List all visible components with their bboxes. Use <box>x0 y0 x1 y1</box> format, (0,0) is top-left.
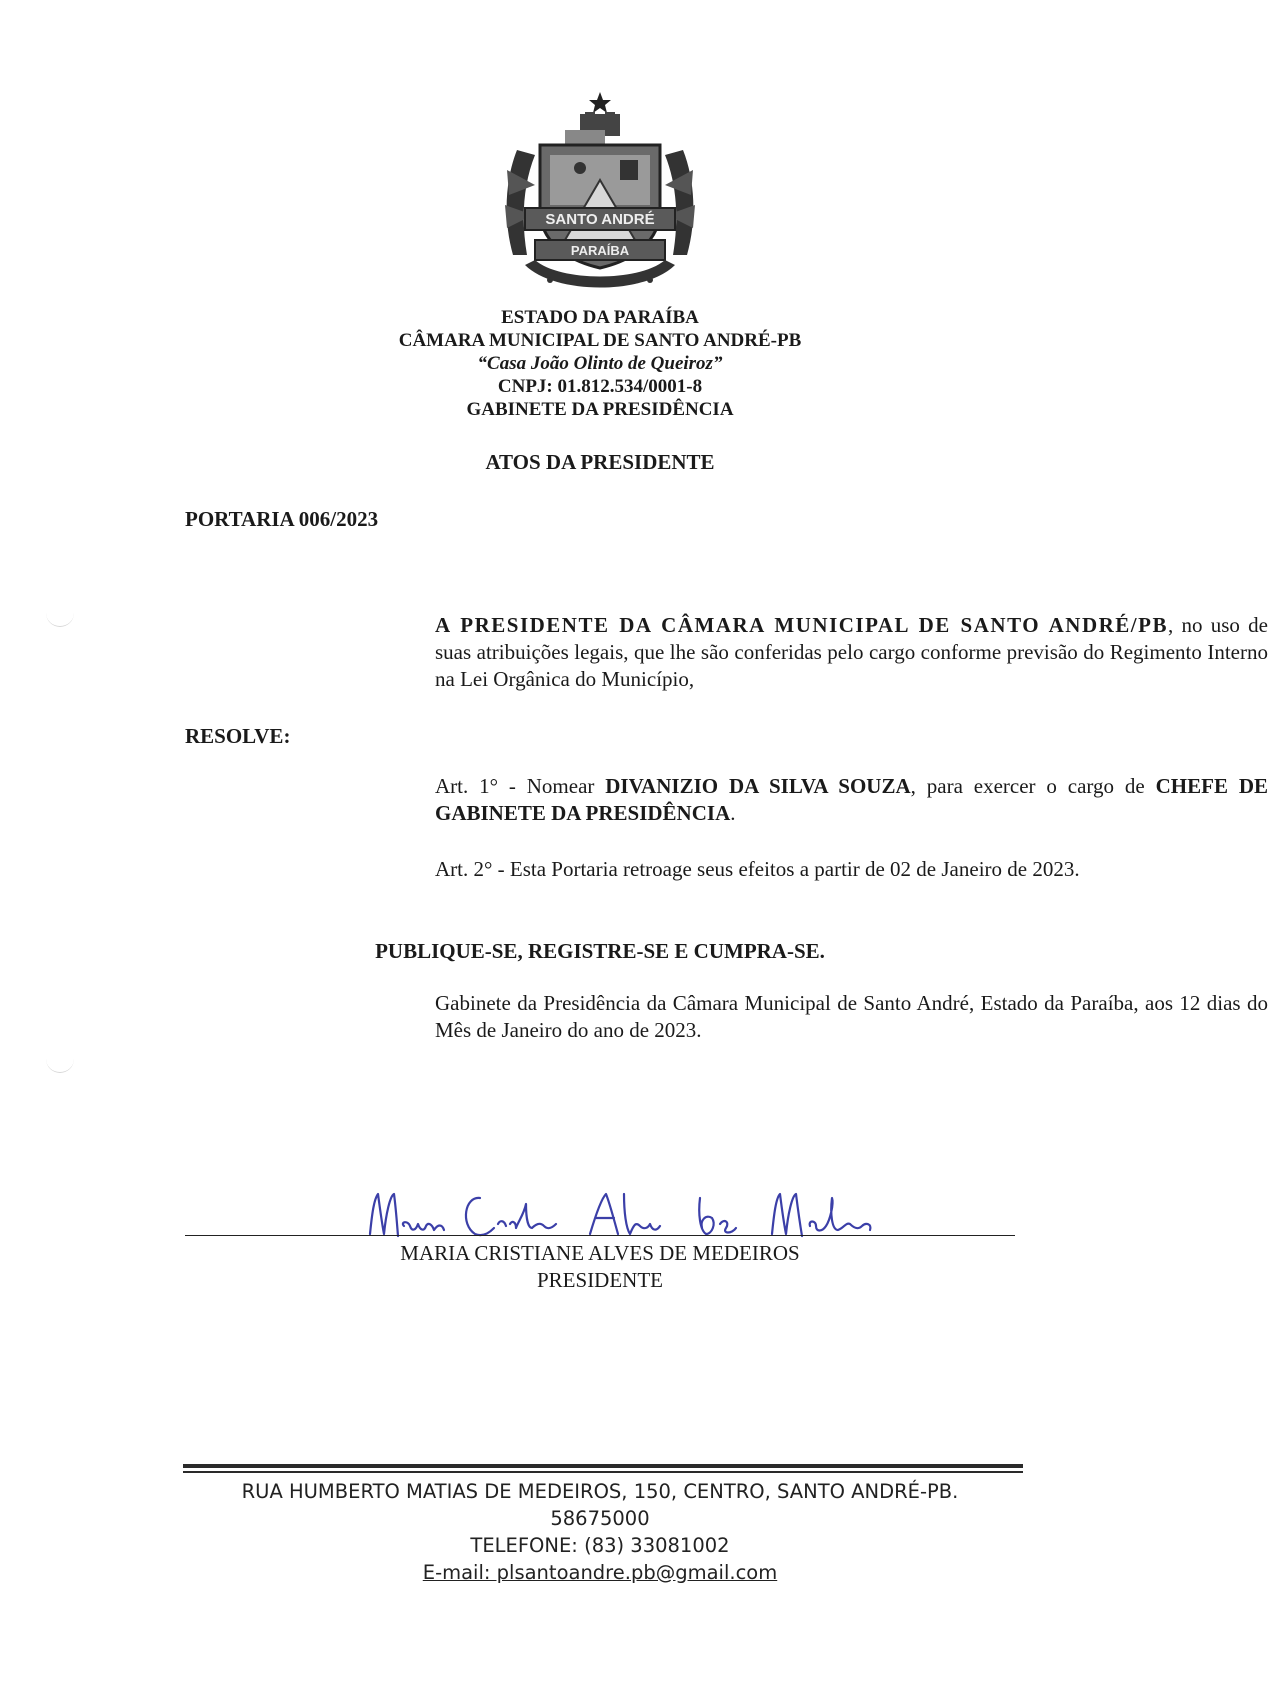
footer-divider-thin <box>183 1471 1023 1473</box>
resolve-heading: RESOLVE: <box>185 724 291 748</box>
header-state: ESTADO DA PARAÍBA <box>501 307 699 328</box>
footer-phone: TELEFONE: (83) 33081002 <box>470 1534 730 1557</box>
article-1 <box>185 773 1268 827</box>
art1-suffix: . <box>730 801 736 825</box>
punch-hole-mark <box>46 612 74 627</box>
punch-hole-mark <box>46 1058 74 1073</box>
handwritten-signature <box>360 1184 880 1246</box>
art1-middle: , para exercer o cargo de <box>910 774 1156 798</box>
footer-address: RUA HUMBERTO MATIAS DE MEDEIROS, 150, CENTRO, SANTO ANDRÉ-PB. <box>241 1480 959 1503</box>
art1-appointee-name: DIVANIZIO DA SILVA SOUZA <box>605 774 911 798</box>
signer-block <box>0 1240 1200 1294</box>
publication-order: PUBLIQUE-SE, REGISTRE-SE E CUMPRA-SE. <box>375 939 825 963</box>
art1-prefix: Art. 1° - Nomear <box>435 774 606 798</box>
art1-role: CHEFE DE GABINETE DA PRESIDÊNCIA <box>435 774 1268 825</box>
document-title: ATOS DA PRESIDENTE <box>485 450 715 474</box>
crest-banner-top: SANTO ANDRÉ <box>545 211 655 228</box>
footer-email-link[interactable]: E-mail: plsantoandre.pb@gmail.com <box>422 1561 778 1584</box>
footer-cep: 58675000 <box>550 1507 650 1530</box>
crest-banner-bottom: PARAÍBA <box>570 243 630 258</box>
header-chamber: CÂMARA MUNICIPAL DE SANTO ANDRÉ-PB <box>398 330 802 351</box>
signature-line <box>185 1235 1015 1236</box>
header-house-name: “Casa João Olinto de Queiroz” <box>477 353 723 374</box>
article-2: Art. 2° - Esta Portaria retroage seus efeitos a partir de 02 de Janeiro de 2023. <box>435 857 1080 881</box>
preamble-text: , no uso de suas atribuições legais, que lhe são conferidas pelo cargo conforme previsão do Regimento Interno na Lei Orgânica do Município, <box>435 613 1268 691</box>
header-office: GABINETE DA PRESIDÊNCIA <box>466 399 734 420</box>
signer-title: PRESIDENTE <box>537 1268 663 1292</box>
preamble-lead: A PRESIDENTE DA CÂMARA MUNICIPAL DE SANTO ANDRÉ/PB <box>435 613 1168 637</box>
portaria-number: PORTARIA 006/2023 <box>185 507 379 531</box>
preamble-paragraph <box>185 612 1268 693</box>
footer-divider-thick <box>183 1464 1023 1468</box>
header-cnpj: CNPJ: 01.812.534/0001-8 <box>497 376 703 397</box>
signer-name: MARIA CRISTIANE ALVES DE MEDEIROS <box>400 1241 800 1265</box>
closing-paragraph: Gabinete da Presidência da Câmara Municipal de Santo André, Estado da Paraíba, aos 12 dias do Mês de Janeiro do ano de 2023. <box>435 991 1268 1042</box>
footer-contact <box>0 1478 1200 1586</box>
coat-of-arms-emblem <box>495 90 705 305</box>
institution-header <box>0 306 1200 421</box>
